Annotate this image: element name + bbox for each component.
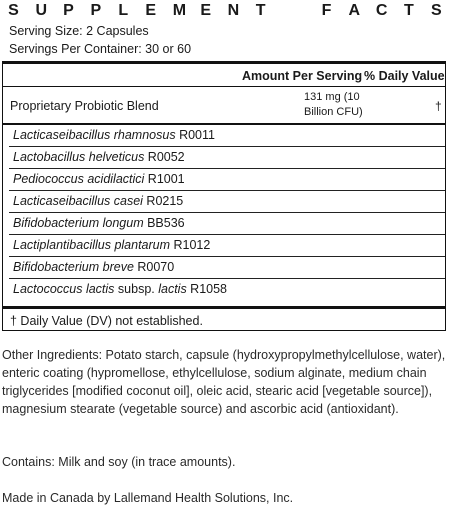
strain-code: R1058: [186, 282, 228, 296]
strain-code: R1001: [144, 172, 185, 186]
title-letter: U: [35, 2, 48, 19]
blend-name: Proprietary Probiotic Blend: [10, 99, 159, 113]
strain-species: Pediococcus acidilactici: [13, 172, 145, 186]
blend-amount-line1: 131 mg (10: [304, 91, 360, 103]
strain-separator: [9, 168, 445, 169]
contains-statement: Contains: Milk and soy (in trace amounts).: [2, 455, 236, 469]
strain-code: R0052: [144, 150, 185, 164]
strain-row: [13, 215, 185, 231]
strain-code: BB536: [143, 216, 185, 230]
strain-separator: [9, 212, 445, 213]
strain-row: [13, 171, 185, 187]
strain-subsp: subsp.: [114, 282, 159, 296]
amount-per-serving-header: Amount Per Serving: [242, 69, 363, 83]
strain-row: [13, 259, 174, 275]
strain-species: Lactobacillus helveticus: [13, 150, 145, 164]
strain-code: R0011: [175, 128, 215, 142]
header-rule: [2, 86, 446, 87]
blend-amount: [304, 90, 384, 120]
title-gap: [283, 1, 305, 21]
title-letter: A: [348, 2, 360, 19]
strain-row: [13, 127, 215, 143]
strain-separator: [9, 146, 445, 147]
blend-dv-mark: †: [435, 99, 442, 113]
serving-size: Serving Size: 2 Capsules: [9, 24, 149, 38]
strain-species: Lactiplantibacillus plantarum: [13, 238, 171, 252]
thick-rule-top: [2, 61, 446, 64]
strain-separator: [9, 190, 445, 191]
strain-subsp-name: lactis: [158, 282, 187, 296]
strain-code: R0070: [133, 260, 175, 274]
blend-amount-line2: Billion CFU): [304, 106, 363, 118]
strain-separator: [9, 256, 445, 257]
strain-row: [13, 281, 227, 297]
supplement-facts-title: [8, 1, 442, 21]
title-letter: E: [145, 2, 157, 19]
strain-separator: [9, 278, 445, 279]
strain-species: Lactococcus lactis: [13, 282, 115, 296]
title-letter: L: [118, 2, 129, 19]
strain-species: Lacticaseibacillus casei: [13, 194, 143, 208]
title-letter: C: [375, 2, 388, 19]
strain-species: Bifidobacterium breve: [13, 260, 134, 274]
strain-row: [13, 149, 185, 165]
title-letter: P: [63, 2, 74, 19]
title-letter: N: [227, 2, 240, 19]
strain-code: R1012: [170, 238, 211, 252]
thick-rule-bottom: [2, 306, 446, 309]
dv-footnote: † Daily Value (DV) not established.: [10, 314, 203, 328]
other-ingredients: Other Ingredients: Potato starch, capsule (hydroxypropylmethylcellulose, water), enteric coating (hypromellose, ethylcellulose, sodium alginate, medium chain triglycerides [modified coconut oil], oleic acid, stearic acid [vegetable source]), magnesium stearate (vegetable source) and ascorbic acid (antioxidant).: [2, 348, 446, 416]
servings-per-container: Servings Per Container: 30 or 60: [9, 42, 192, 56]
strain-code: R0215: [142, 194, 184, 208]
title-letter: T: [255, 2, 266, 19]
title-letter: S: [8, 2, 19, 19]
table-left-border: [2, 63, 3, 331]
title-letter: S: [430, 2, 442, 19]
title-letter: F: [321, 2, 332, 19]
daily-value-header: % Daily Value: [364, 69, 445, 83]
title-letter: M: [172, 2, 187, 19]
title-letter: E: [200, 2, 211, 19]
strain-species: Bifidobacterium longum: [13, 216, 144, 230]
strain-row: [13, 237, 210, 253]
strain-separator: [9, 234, 445, 235]
made-in-statement: Made in Canada by Lallemand Health Solutions, Inc.: [2, 491, 294, 505]
title-letter: T: [403, 2, 414, 19]
table-right-border: [445, 63, 446, 331]
strain-row: [13, 193, 183, 209]
title-letter: P: [90, 2, 102, 19]
blend-rule: [2, 123, 446, 125]
table-bottom-rule: [2, 330, 446, 331]
strain-species: Lacticaseibacillus rhamnosus: [13, 128, 176, 142]
